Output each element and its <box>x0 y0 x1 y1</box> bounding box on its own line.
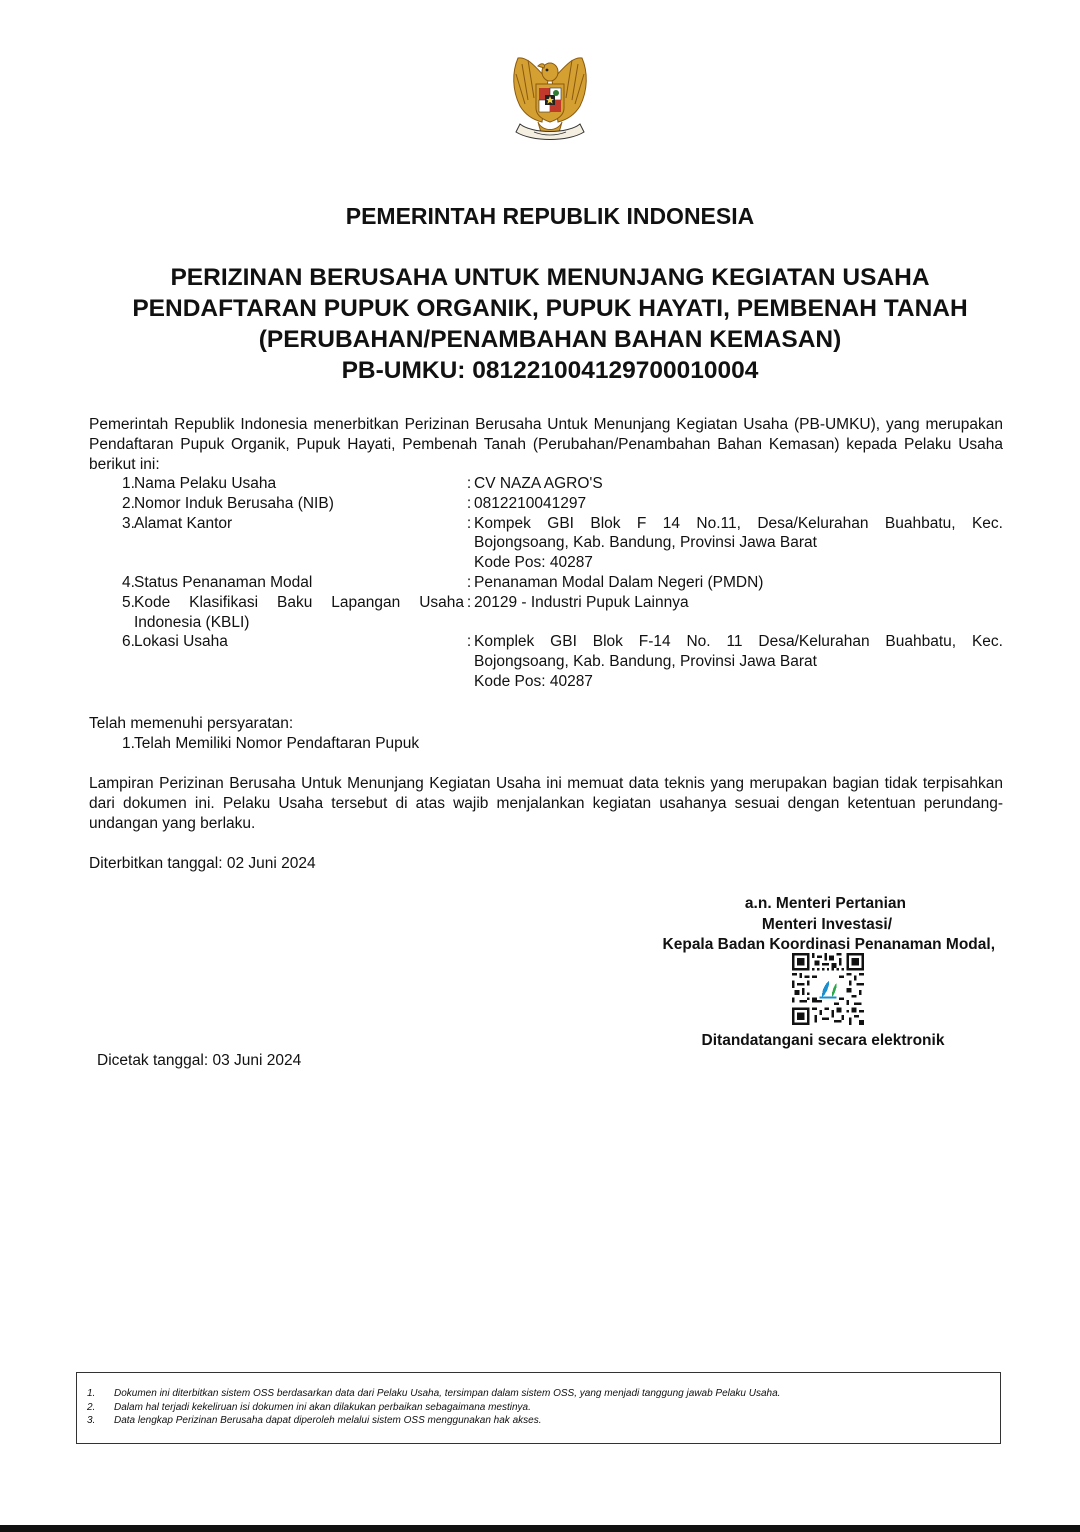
footnote-number: 2. <box>87 1401 96 1413</box>
detail-row <box>89 573 1003 593</box>
footnote <box>87 1401 990 1415</box>
colon: : <box>466 633 472 651</box>
value-line: Bojongsoang, Kab. Bandung, Provinsi Jawa Barat <box>474 653 817 671</box>
detail-number: 3. <box>122 514 135 532</box>
title-line: PENDAFTARAN PUPUK ORGANIK, PUPUK HAYATI, PEMBENAH TANAH <box>132 295 968 322</box>
requirements-heading: Telah memenuhi persyaratan: <box>89 715 294 732</box>
value-line: Penanaman Modal Dalam Negeri (PMDN) <box>474 573 764 591</box>
detail-number: 6. <box>122 633 135 651</box>
footnote <box>87 1414 990 1428</box>
colon: : <box>466 573 472 591</box>
detail-value <box>474 632 1003 691</box>
footnote-text: Dalam hal terjadi kekeliruan isi dokumen ini akan dilakukan perbaikan sebagaimana mestinya. <box>114 1401 531 1413</box>
colon: : <box>466 593 472 611</box>
value-line: Bojongsoang, Kab. Bandung, Provinsi Jawa Barat <box>474 534 817 552</box>
detail-label: Nomor Induk Berusaha (NIB) <box>134 494 334 512</box>
detail-number: 2. <box>122 494 135 512</box>
value-line: CV NAZA AGRO'S <box>474 475 603 492</box>
footnote-text: Dokumen ini diterbitkan sistem OSS berdasarkan data dari Pelaku Usaha, tersimpan dalam sistem OSS, yang menjadi tanggung jawab Pelaku Usaha. <box>114 1388 781 1399</box>
pb-umku-number: PB-UMKU: 081221004129700010004 <box>341 357 759 384</box>
value-line: 0812210041297 <box>474 494 587 512</box>
colon: : <box>466 494 472 512</box>
value-line: Kode Pos: 40287 <box>474 672 593 690</box>
footnote <box>87 1387 990 1401</box>
detail-row <box>89 474 1003 494</box>
colon: : <box>466 514 472 532</box>
title-line: PERIZINAN BERUSAHA UNTUK MENUNJANG KEGIATAN USAHA <box>170 264 930 291</box>
signature-line: a.n. Menteri Pertanian <box>744 895 906 912</box>
label-line: Indonesia (KBLI) <box>134 613 250 631</box>
value-line: Kompek GBI Blok F 14 No.11, Desa/Kelurahan Buahbatu, Kec. <box>474 514 1003 532</box>
colon: : <box>466 475 472 492</box>
detail-value <box>474 593 1003 633</box>
value-line: 20129 - Industri Pupuk Lainnya <box>474 593 689 611</box>
detail-number: 5. <box>122 593 135 611</box>
footnote-number: 3. <box>87 1415 96 1427</box>
document-title <box>60 262 1040 386</box>
detail-label: Status Penanaman Modal <box>134 573 313 591</box>
label-line: Kode Klasifikasi Baku Lapangan Usaha <box>134 593 464 611</box>
detail-label: Lokasi Usaha <box>134 633 228 651</box>
detail-label: Alamat Kantor <box>134 514 233 532</box>
detail-row <box>89 494 1003 514</box>
bottom-bar <box>0 1525 1080 1532</box>
business-details-list <box>89 474 1003 692</box>
detail-label <box>134 593 464 633</box>
requirement-item <box>89 734 419 754</box>
footnote-text: Data lengkap Perizinan Berusaha dapat diperoleh melalui sistem OSS menggunakan hak akses. <box>114 1415 542 1427</box>
detail-row <box>89 632 1003 691</box>
detail-value <box>474 474 1003 494</box>
detail-value <box>474 573 1003 593</box>
detail-number: 1. <box>122 475 135 492</box>
signature-line: Menteri Investasi/ <box>761 915 892 933</box>
requirement-text: Telah Memiliki Nomor Pendaftaran Pupuk <box>134 735 420 752</box>
signature-line: Kepala Badan Koordinasi Penanaman Modal, <box>662 936 995 953</box>
detail-row <box>89 514 1003 573</box>
detail-value <box>474 514 1003 573</box>
government-heading: PEMERINTAH REPUBLIK INDONESIA <box>345 203 755 229</box>
value-line: Kode Pos: 40287 <box>474 554 593 572</box>
footnotes-box <box>76 1372 1001 1444</box>
footnote-number: 1. <box>87 1388 96 1399</box>
signature-block <box>600 894 995 956</box>
detail-number: 4. <box>122 573 135 591</box>
requirement-number: 1. <box>122 735 135 752</box>
printed-date: Dicetak tanggal: 03 Juni 2024 <box>97 1052 302 1069</box>
detail-label: Nama Pelaku Usaha <box>134 475 277 492</box>
detail-row <box>89 593 1003 633</box>
lampiran-paragraph: Lampiran Perizinan Berusaha Untuk Menunjang Kegiatan Usaha ini memuat data teknis yang merupakan bagian tidak terpisahkan dari dokumen ini. Pelaku Usaha tersebut di atas wajib menjalankan kegiatan usahanya sesuai dengan ketentuan perundang-undangan yang berlaku. <box>89 775 1003 832</box>
electronic-signature-label: Ditandatangani secara elektronik <box>701 1032 945 1049</box>
garuda-emblem-icon <box>498 50 602 154</box>
intro-paragraph: Pemerintah Republik Indonesia menerbitkan Perizinan Berusaha Untuk Menunjang Kegiatan Usaha (PB-UMKU), yang merupakan Pendaftaran Pupuk Organik, Pupuk Hayati, Pembenah Tanah (Perubahan/Penambahan Bahan Kemasan) kepada Pelaku Usaha berikut ini: <box>89 416 1003 473</box>
title-line: (PERUBAHAN/PENAMBAHAN BAHAN KEMASAN) <box>258 326 842 353</box>
detail-value <box>474 494 1003 514</box>
issued-date: Diterbitkan tanggal: 02 Juni 2024 <box>89 855 316 872</box>
value-line: Komplek GBI Blok F-14 No. 11 Desa/Kelurahan Buahbatu, Kec. <box>474 633 1003 651</box>
qr-code-icon[interactable] <box>792 953 864 1025</box>
